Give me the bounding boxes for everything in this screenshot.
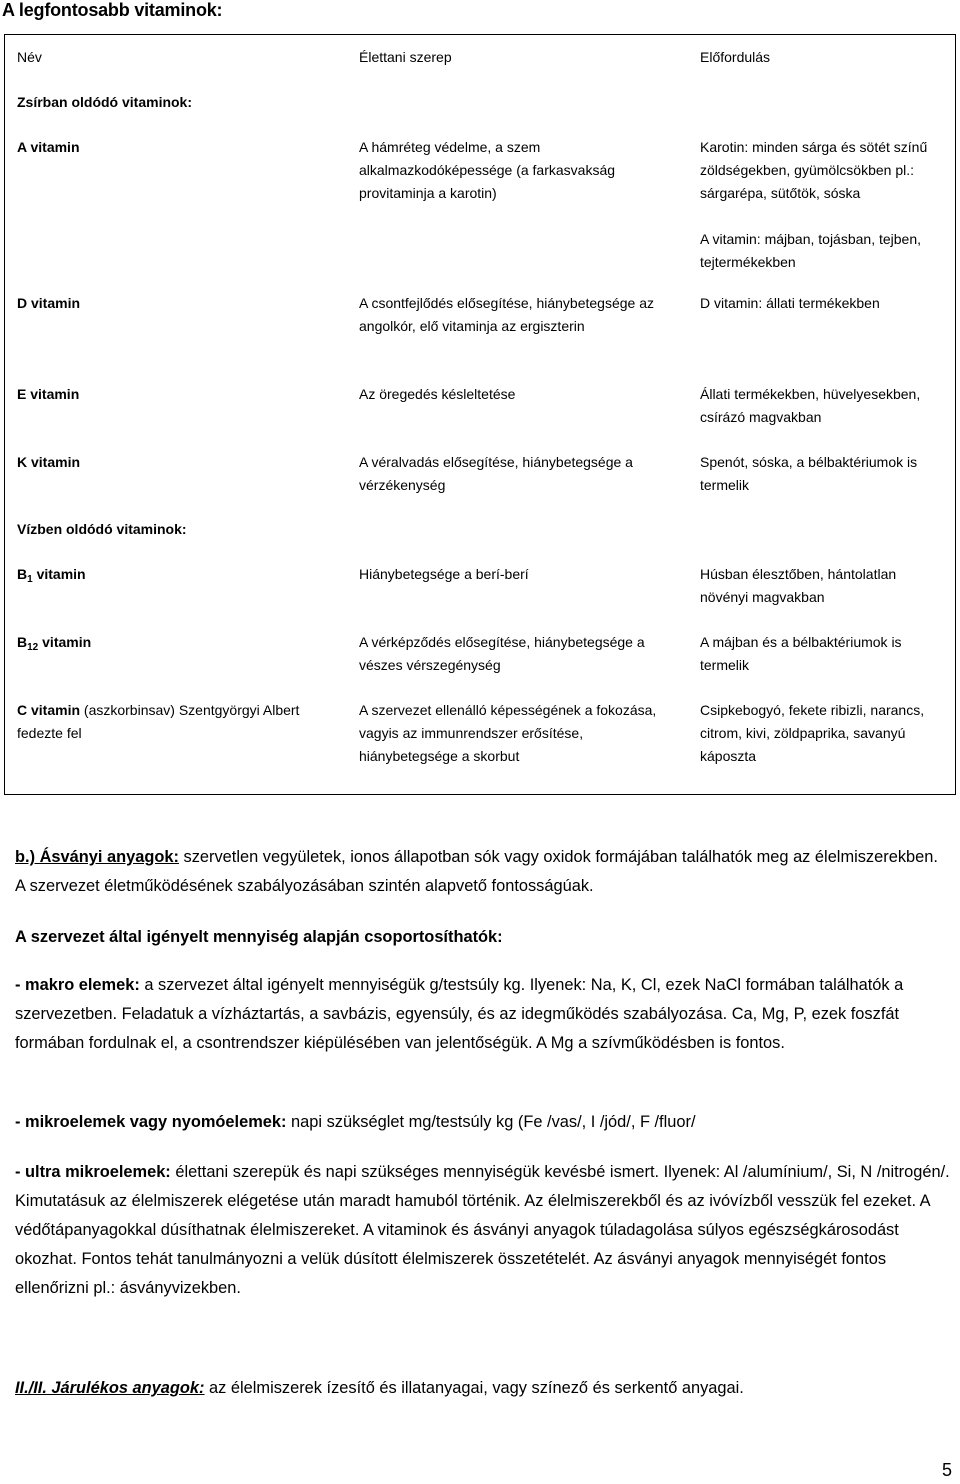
vitamin-d-name: D vitamin [17,294,81,311]
ultra-paragraph [15,1158,951,1303]
vitamin-b1-role: Hiánybetegsége a berí-berí [359,565,529,582]
minerals-label: b.) Ásványi anyagok: [15,848,179,866]
vitamin-k-occurrence: Spenót, sóska, a bélbaktériumok is termelik [700,453,918,493]
grouping-heading: A szervezet által igényelt mennyiség alapján csoportosíthatók: [15,928,503,946]
vitamin-a-occurrence-vitamin: A vitamin: májban, tojásban, tejben, tejtermékekben [700,230,922,270]
header-role: Élettani szerep [359,49,452,65]
vitamin-b1-name: $B_1$ vitamin [17,565,86,585]
micro-paragraph [15,1108,951,1137]
vitamin-c-name: C vitamin (aszkorbinsav) Szentgyörgyi Albert fedezte fel [17,701,300,741]
vitamin-e-name: E vitamin [17,385,80,402]
vitamin-k-role: A véralvadás elősegítése, hiánybetegsége a vérzékenység [359,453,633,493]
vitamin-c-occurrence: Csipkebogyó, fekete ribizli, narancs, citrom, kivi, zöldpaprika, savanyú káposzta [700,701,925,764]
table-row [5,125,956,282]
vitamin-a-role: A hámréteg védelme, a szem alkalmazkodóképessége (a farkasvakság provitaminja a karotin) [359,138,616,201]
table-row [5,621,956,689]
vitamin-a-name: A vitamin [17,138,80,155]
ultra-label: - ultra mikroelemek: [15,1163,171,1181]
section-water-soluble: Vízben oldódó vitaminok: [17,520,187,537]
vitamin-b12-role: A vérképződés elősegítése, hiánybetegsége a vészes vérszegénység [359,633,645,673]
minerals-paragraph [15,843,951,901]
header-name: Név [17,49,42,65]
macro-text: a szervezet által igényelt mennyiségük g/testsúly kg. Ilyenek: Na, K, Cl, ezek NaCl formában találhatók a szervezetben. Feladatuk a vízháztartás, a savbázis, egyensúly, és az idegműködés szabályozása. Ca, Mg, P, ezek foszfát formában fordulnak el, a csontrendszer kiépülésében van jelentőségük. A Mg a szívműködésben is fontos. [15,976,904,1052]
additives-text: az élelmiszerek ízesítő és illatanyagai, vagy színező és serkentő anyagai. [204,1379,744,1397]
ultra-text: élettani szerepük és napi szükséges mennyiségük kevésbé ismert. Ilyenek: Al /alumínium/, Si, N /nitrogén/. Kimutatásuk az élelmiszerek elégetése után maradt hamuból történik. Az élelmiszerekből és az ivóvízből vesszük fel ezeket. A védőtápanyagokkal dúsíthatnak élelmiszereket. A vitaminok és ásványi anyagok túladagolása súlyos egészségkárosodást okozhat. Fontos tehát tanulmányozni a velük dúsított élelmiszerek összetételét. Az ásványi anyagok mennyiségét fontos ellenőrizni pl.: ásványvizekben. [15,1163,950,1297]
page-title: A legfontosabb vitaminok: [2,0,223,20]
table-row [5,689,956,795]
section-row-water [5,508,956,553]
macro-paragraph [15,971,951,1058]
section-fat-soluble: Zsírban oldódó vitaminok: [17,93,193,110]
minerals-text: szervetlen vegyületek, ionos állapotban sók vagy oxidok formájában találhatók meg az élelmiszerekben. A szervezet életműködésének szabályozásában szintén alapvető fontosságúak. [15,848,938,895]
vitamin-b12-name: $B_{12}$ vitamin [17,633,92,653]
vitamin-d-role: A csontfejlődés elősegítése, hiánybetegsége az angolkór, elő vitaminja az ergiszterin [359,294,654,334]
table-row [5,441,956,508]
additives-label: II./II. Járulékos anyagok: [15,1379,205,1397]
vitamin-a-occurrence [688,125,956,282]
macro-label: - makro elemek: [15,976,140,994]
table-row [5,282,956,373]
vitamin-e-occurrence: Állati termékekben, hüvelyesekben, csírázó magvakban [700,385,921,425]
table-row [5,373,956,441]
section-row-fat [5,80,956,125]
vitamin-table [4,34,956,795]
header-occurrence: Előfordulás [700,49,771,65]
table-header-row [5,35,956,80]
micro-text: napi szükséglet mg/testsúly kg (Fe /vas/, I /jód/, F /fluor/ [286,1113,696,1131]
vitamin-d-occurrence: D vitamin: állati termékekben [700,294,880,311]
vitamin-b12-occurrence: A májban és a bélbaktériumok is termelik [700,633,902,673]
table-row [5,553,956,621]
vitamin-k-name: K vitamin [17,453,81,470]
vitamin-c-role: A szervezet ellenálló képességének a fokozása, vagyis az immunrendszer erősítése, hiánybetegsége a skorbut [359,701,657,764]
vitamin-b1-occurrence: Húsban élesztőben, hántolatlan növényi magvakban [700,565,897,605]
additives-paragraph [15,1374,951,1403]
micro-label: - mikroelemek vagy nyomóelemek: [15,1113,287,1131]
vitamin-e-role: Az öregedés késleltetése [359,385,516,402]
page-number: 5 [941,1460,952,1480]
vitamin-a-occurrence-carotene: Karotin: minden sárga és sötét színű zöldségekben, gyümölcsökben pl.: sárgarépa, sütőtök, sóska [700,138,928,201]
